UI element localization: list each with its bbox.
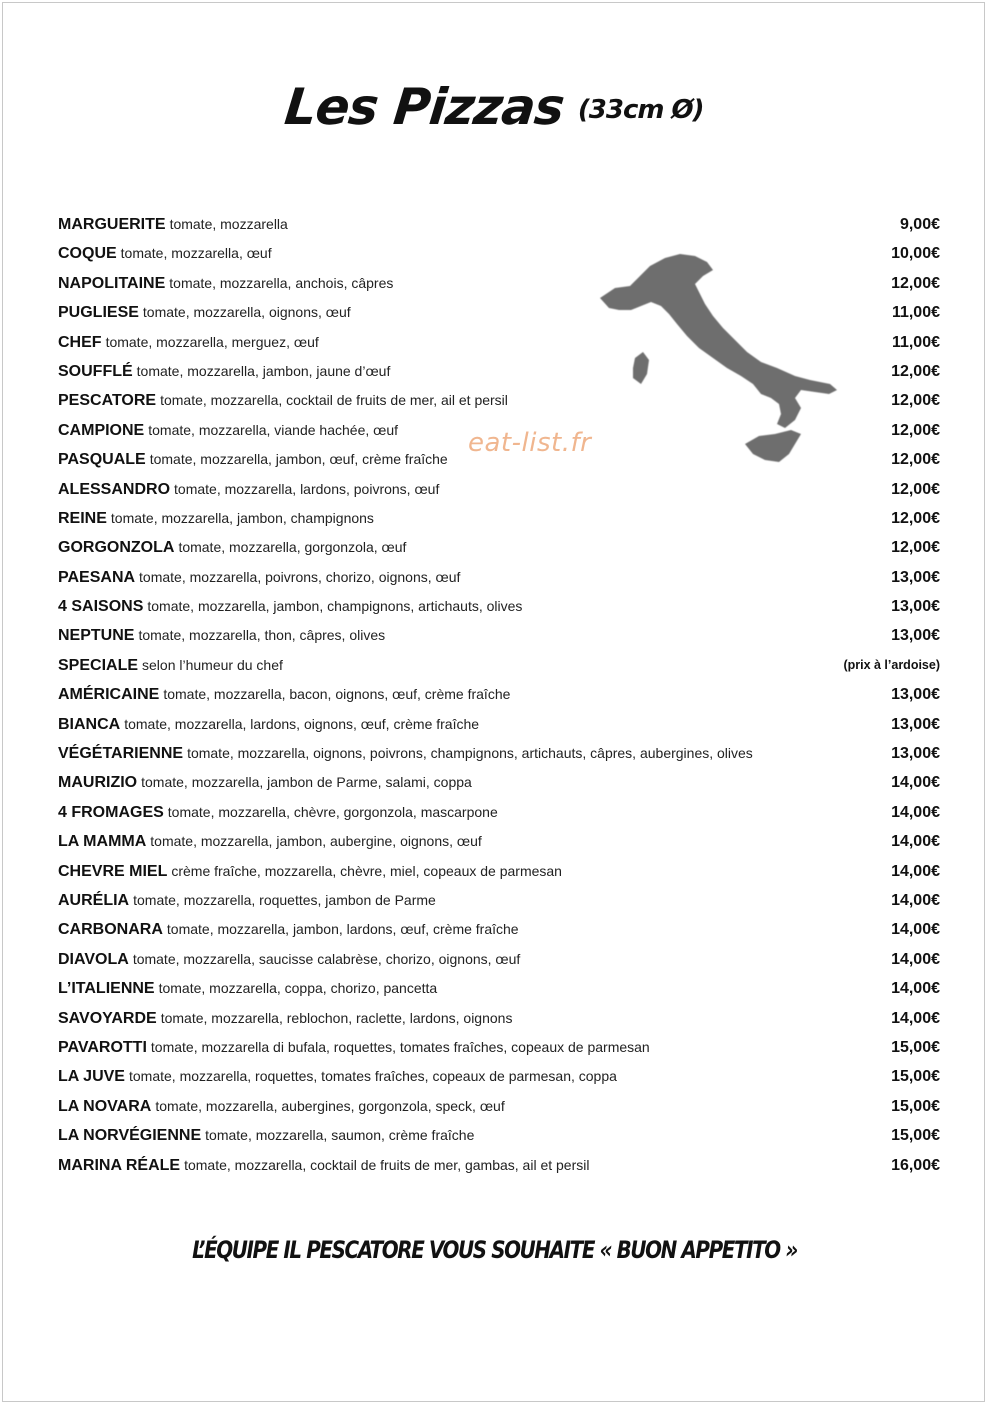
pizza-price: (prix à l’ardoise) <box>843 657 940 672</box>
pizza-price: 13,00€ <box>891 568 940 586</box>
pizza-name: CAMPIONE <box>58 421 145 439</box>
page-title <box>0 78 989 136</box>
pizza-name: MARINA RÉALE <box>58 1156 181 1174</box>
pizza-ingredients: tomate, mozzarella, reblochon, raclette, lardons, oignons <box>160 1009 513 1026</box>
menu-item <box>58 239 940 268</box>
pizza-ingredients: tomate, mozzarella, gorgonzola, œuf <box>178 539 407 556</box>
menu-item <box>58 386 940 415</box>
menu-item <box>58 680 940 709</box>
pizza-name: ALESSANDRO <box>58 480 171 498</box>
menu-item <box>58 1092 940 1121</box>
pizza-price: 14,00€ <box>891 980 940 998</box>
pizza-ingredients: crème fraîche, mozzarella, chèvre, miel, copeaux de parmesan <box>171 862 562 879</box>
pizza-ingredients: tomate, mozzarella, cocktail de fruits de mer, gambas, ail et persil <box>184 1156 590 1173</box>
pizza-name: MAURIZIO <box>58 774 138 792</box>
menu-item <box>58 1062 940 1091</box>
pizza-ingredients: tomate, mozzarella, cocktail de fruits de mer, ail et persil <box>160 392 508 409</box>
pizza-ingredients: tomate, mozzarella, jambon, jaune d’œuf <box>136 362 391 379</box>
menu-item <box>58 621 940 650</box>
pizza-name: LA NOVARA <box>58 1097 152 1115</box>
menu-item <box>58 710 940 739</box>
menu-item <box>58 886 940 915</box>
menu-item <box>58 210 940 239</box>
pizza-name: 4 SAISONS <box>58 598 144 616</box>
menu-item <box>58 798 940 827</box>
pizza-price: 14,00€ <box>891 1009 940 1027</box>
menu-item <box>58 857 940 886</box>
pizza-ingredients: tomate, mozzarella, saumon, crème fraîche <box>205 1127 475 1144</box>
pizza-price: 12,00€ <box>891 451 940 469</box>
pizza-name: COQUE <box>58 245 117 263</box>
title-main: Les Pizzas <box>282 78 567 136</box>
pizza-price: 13,00€ <box>891 715 940 733</box>
pizza-ingredients: tomate, mozzarella, oignons, poivrons, champignons, artichauts, câpres, aubergines, olives <box>187 745 753 762</box>
pizza-name: PUGLIESE <box>58 304 139 322</box>
menu-item <box>58 445 940 474</box>
watermark: eat-list.fr <box>468 428 592 458</box>
pizza-ingredients: tomate, mozzarella, jambon, œuf, crème fraîche <box>149 451 448 468</box>
pizza-ingredients: tomate, mozzarella, aubergines, gorgonzola, speck, œuf <box>155 1097 505 1114</box>
pizza-name: AURÉLIA <box>58 891 130 909</box>
pizza-name: GORGONZOLA <box>58 539 175 557</box>
pizza-price: 14,00€ <box>891 803 940 821</box>
pizza-price: 15,00€ <box>891 1127 940 1145</box>
pizza-name: SAVOYARDE <box>58 1009 157 1027</box>
menu-item <box>58 651 940 680</box>
pizza-price: 12,00€ <box>891 362 940 380</box>
pizza-name: NEPTUNE <box>58 627 135 645</box>
pizza-price: 14,00€ <box>891 891 940 909</box>
pizza-price: 10,00€ <box>891 245 940 263</box>
menu-item <box>58 945 940 974</box>
pizza-name: SPECIALE <box>58 656 139 674</box>
pizza-ingredients: tomate, mozzarella, chèvre, gorgonzola, mascarpone <box>167 803 498 820</box>
pizza-price: 14,00€ <box>891 774 940 792</box>
pizza-ingredients: tomate, mozzarella, oignons, œuf <box>142 304 351 321</box>
pizza-name: MARGUERITE <box>58 216 166 233</box>
pizza-ingredients: tomate, mozzarella, jambon de Parme, salami, coppa <box>141 774 472 791</box>
pizza-ingredients: tomate, mozzarella, roquettes, tomates fraîches, copeaux de parmesan, coppa <box>128 1068 617 1085</box>
pizza-price: 12,00€ <box>891 539 940 557</box>
menu-item <box>58 974 940 1003</box>
menu-item <box>58 328 940 357</box>
pizza-name: PAVAROTTI <box>58 1038 147 1056</box>
pizza-name: VÉGÉTARIENNE <box>58 745 184 763</box>
pizza-name: REINE <box>58 509 107 527</box>
pizza-ingredients: tomate, mozzarella, poivrons, chorizo, oignons, œuf <box>139 568 461 585</box>
pizza-name: NAPOLITAINE <box>58 274 166 292</box>
pizza-ingredients: tomate, mozzarella, jambon, champignons, artichauts, olives <box>147 598 523 615</box>
pizza-name: 4 FROMAGES <box>58 803 164 821</box>
pizza-price: 16,00€ <box>891 1156 940 1174</box>
pizza-ingredients: tomate, mozzarella, roquettes, jambon de Parme <box>133 891 436 908</box>
menu-item <box>58 416 940 445</box>
menu-item <box>58 915 940 944</box>
pizza-price: 14,00€ <box>891 921 940 939</box>
pizza-price: 13,00€ <box>891 627 940 645</box>
menu-item <box>58 1121 940 1150</box>
pizza-ingredients: tomate, mozzarella <box>169 216 288 232</box>
pizza-price: 12,00€ <box>891 392 940 410</box>
pizza-name: PAESANA <box>58 568 136 586</box>
menu-item <box>58 1151 940 1180</box>
pizza-name: CHEVRE MIEL <box>58 862 168 880</box>
pizza-price: 13,00€ <box>891 745 940 763</box>
menu-item <box>58 475 940 504</box>
title-size: (33cm Ø) <box>577 95 704 125</box>
pizza-name: DIAVOLA <box>58 950 129 968</box>
pizza-price: 14,00€ <box>891 862 940 880</box>
pizza-price: 11,00€ <box>891 333 940 351</box>
menu-item <box>58 357 940 386</box>
menu-item <box>58 592 940 621</box>
menu-item <box>58 827 940 856</box>
pizza-name: LA MAMMA <box>58 833 147 851</box>
pizza-ingredients: tomate, mozzarella, bacon, oignons, œuf, crème fraîche <box>163 686 511 703</box>
pizza-price: 12,00€ <box>891 509 940 527</box>
pizza-menu-list <box>58 210 940 1180</box>
pizza-ingredients: tomate, mozzarella, viande hachée, œuf <box>148 421 399 438</box>
pizza-name: CARBONARA <box>58 921 163 939</box>
pizza-ingredients: tomate, mozzarella, saucisse calabrèse, chorizo, oignons, œuf <box>132 950 521 967</box>
pizza-ingredients: tomate, mozzarella, jambon, champignons <box>110 509 374 526</box>
pizza-price: 14,00€ <box>891 833 940 851</box>
pizza-ingredients: tomate, mozzarella, lardons, poivrons, œuf <box>174 480 440 497</box>
pizza-ingredients: tomate, mozzarella, thon, câpres, olives <box>138 627 386 644</box>
pizza-ingredients: tomate, mozzarella, œuf <box>120 245 272 262</box>
pizza-price: 13,00€ <box>891 686 940 704</box>
pizza-price: 13,00€ <box>891 598 940 616</box>
pizza-ingredients: tomate, mozzarella, lardons, oignons, œuf, crème fraîche <box>124 715 480 732</box>
menu-item <box>58 504 940 533</box>
menu-item <box>58 563 940 592</box>
menu-item <box>58 1033 940 1062</box>
menu-item <box>58 739 940 768</box>
pizza-name: PESCATORE <box>58 392 157 410</box>
pizza-name: PASQUALE <box>58 451 146 469</box>
pizza-name: LA NORVÉGIENNE <box>58 1127 202 1145</box>
pizza-price: 12,00€ <box>891 274 940 292</box>
pizza-name: LA JUVE <box>58 1068 125 1086</box>
pizza-price: 15,00€ <box>891 1068 940 1086</box>
pizza-name: CHEF <box>58 333 102 351</box>
menu-item <box>58 1004 940 1033</box>
pizza-price: 11,00€ <box>891 304 940 322</box>
pizza-ingredients: tomate, mozzarella, anchois, câpres <box>169 274 394 291</box>
pizza-ingredients: tomate, mozzarella, coppa, chorizo, pancetta <box>158 980 438 997</box>
pizza-ingredients: tomate, mozzarella, jambon, aubergine, oignons, œuf <box>150 833 482 850</box>
menu-item <box>58 533 940 562</box>
pizza-price: 12,00€ <box>891 421 940 439</box>
pizza-price: 9,00€ <box>899 216 940 233</box>
pizza-ingredients: tomate, mozzarella di bufala, roquettes, tomates fraîches, copeaux de parmesan <box>150 1038 650 1055</box>
pizza-ingredients: selon l’humeur du chef <box>142 656 283 673</box>
pizza-name: L’ITALIENNE <box>58 980 155 998</box>
pizza-price: 14,00€ <box>891 950 940 968</box>
pizza-name: BIANCA <box>58 715 121 733</box>
pizza-name: SOUFFLÉ <box>58 362 133 380</box>
pizza-name: AMÉRICAINE <box>58 686 160 704</box>
menu-item <box>58 298 940 327</box>
pizza-price: 15,00€ <box>891 1097 940 1115</box>
pizza-ingredients: tomate, mozzarella, merguez, œuf <box>105 333 319 350</box>
pizza-price: 15,00€ <box>891 1038 940 1056</box>
pizza-price: 12,00€ <box>891 480 940 498</box>
menu-item <box>58 768 940 797</box>
pizza-ingredients: tomate, mozzarella, jambon, lardons, œuf, crème fraîche <box>166 921 519 938</box>
menu-item <box>58 269 940 298</box>
footer-slogan: L’ÉQUIPE IL PESCATORE VOUS SOUHAITE « BUON APPETITO » <box>192 1236 797 1264</box>
